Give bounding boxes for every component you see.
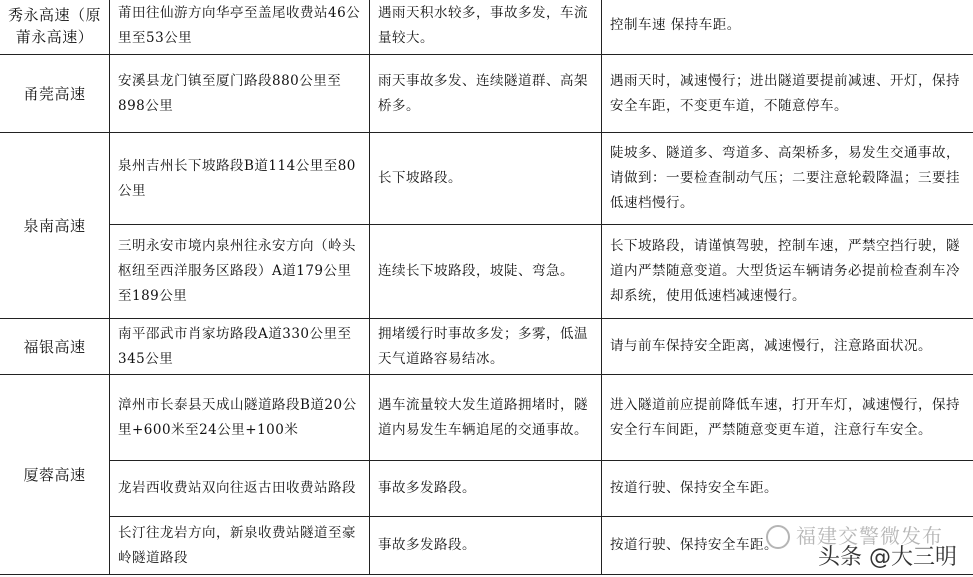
table-row	[0, 319, 973, 375]
hazard-description: 雨天事故多发、连续隧道群、高架桥多。	[370, 55, 602, 133]
road-section: 漳州市长泰县天成山隧道路段B道20公里+600米至24公里+100米	[110, 375, 370, 461]
safety-advice: 进入隧道前应提前降低车速，打开车灯，减速慢行，保持安全行车间距，严禁随意变更车道，注意行车安全。	[602, 375, 973, 461]
wechat-icon	[766, 525, 790, 549]
safety-advice: 陡坡多、隧道多、弯道多、高架桥多，易发生交通事故，请做到：一要检查制动气压；二要注意轮毂降温；三要挂低速档慢行。	[602, 133, 973, 225]
hazard-description: 遇雨天积水较多，事故多发，车流量较大。	[370, 0, 602, 55]
road-section: 泉州吉州长下坡路段B道114公里至80公里	[110, 133, 370, 225]
road-section: 安溪县龙门镇至厦门路段880公里至898公里	[110, 55, 370, 133]
safety-advice: 长下坡路段，请谨慎驾驶，控制车速，严禁空挡行驶，隧道内严禁随意变道。大型货运车辆请务必提前检查刹车冷却系统，使用低速档减速慢行。	[602, 225, 973, 319]
safety-advice: 按道行驶、保持安全车距。	[602, 461, 973, 517]
table-row	[0, 0, 973, 55]
table-row	[0, 55, 973, 133]
road-section: 莆田往仙游方向华亭至盖尾收费站46公里至53公里	[110, 0, 370, 55]
safety-advice: 请与前车保持安全距离，减速慢行，注意路面状况。	[602, 319, 973, 375]
road-section: 三明永安市境内泉州往永安方向（岭头枢纽至西洋服务区路段）A道179公里至189公里	[110, 225, 370, 319]
hazard-description: 遇车流量较大发生道路拥堵时，隧道内易发生车辆追尾的交通事故。	[370, 375, 602, 461]
hazard-description: 事故多发路段。	[370, 461, 602, 517]
road-name: 甬莞高速	[0, 55, 110, 133]
road-name: 厦蓉高速	[0, 375, 110, 575]
table-row	[0, 225, 973, 319]
road-section: 南平邵武市肖家坊路段A道330公里至345公里	[110, 319, 370, 375]
hazard-description: 长下坡路段。	[370, 133, 602, 225]
hazard-description: 事故多发路段。	[370, 517, 602, 575]
road-name: 泉南高速	[0, 133, 110, 319]
table-row	[0, 375, 973, 461]
account-watermark-text: 福建交警微发布	[796, 523, 943, 548]
table-row	[0, 461, 973, 517]
table-row	[0, 133, 973, 225]
safety-advice: 按道行驶、保持安全车距。	[602, 517, 973, 575]
road-name: 秀永高速（原莆永高速）	[0, 0, 110, 55]
road-section: 长汀往龙岩方向，新泉收费站隧道至豪岭隧道路段	[110, 517, 370, 575]
hazard-description: 拥堵缓行时事故多发；多雾，低温天气道路容易结冰。	[370, 319, 602, 375]
source-watermark: 头条 @大三明	[818, 545, 957, 570]
safety-advice: 遇雨天时，减速慢行；进出隧道要提前减速、开灯，保持安全车距，不变更车道，不随意停车。	[602, 55, 973, 133]
safety-advice: 控制车速 保持车距。	[602, 0, 973, 55]
road-section: 龙岩西收费站双向往返古田收费站路段	[110, 461, 370, 517]
hazard-description: 连续长下坡路段，坡陡、弯急。	[370, 225, 602, 319]
road-name: 福银高速	[0, 319, 110, 375]
